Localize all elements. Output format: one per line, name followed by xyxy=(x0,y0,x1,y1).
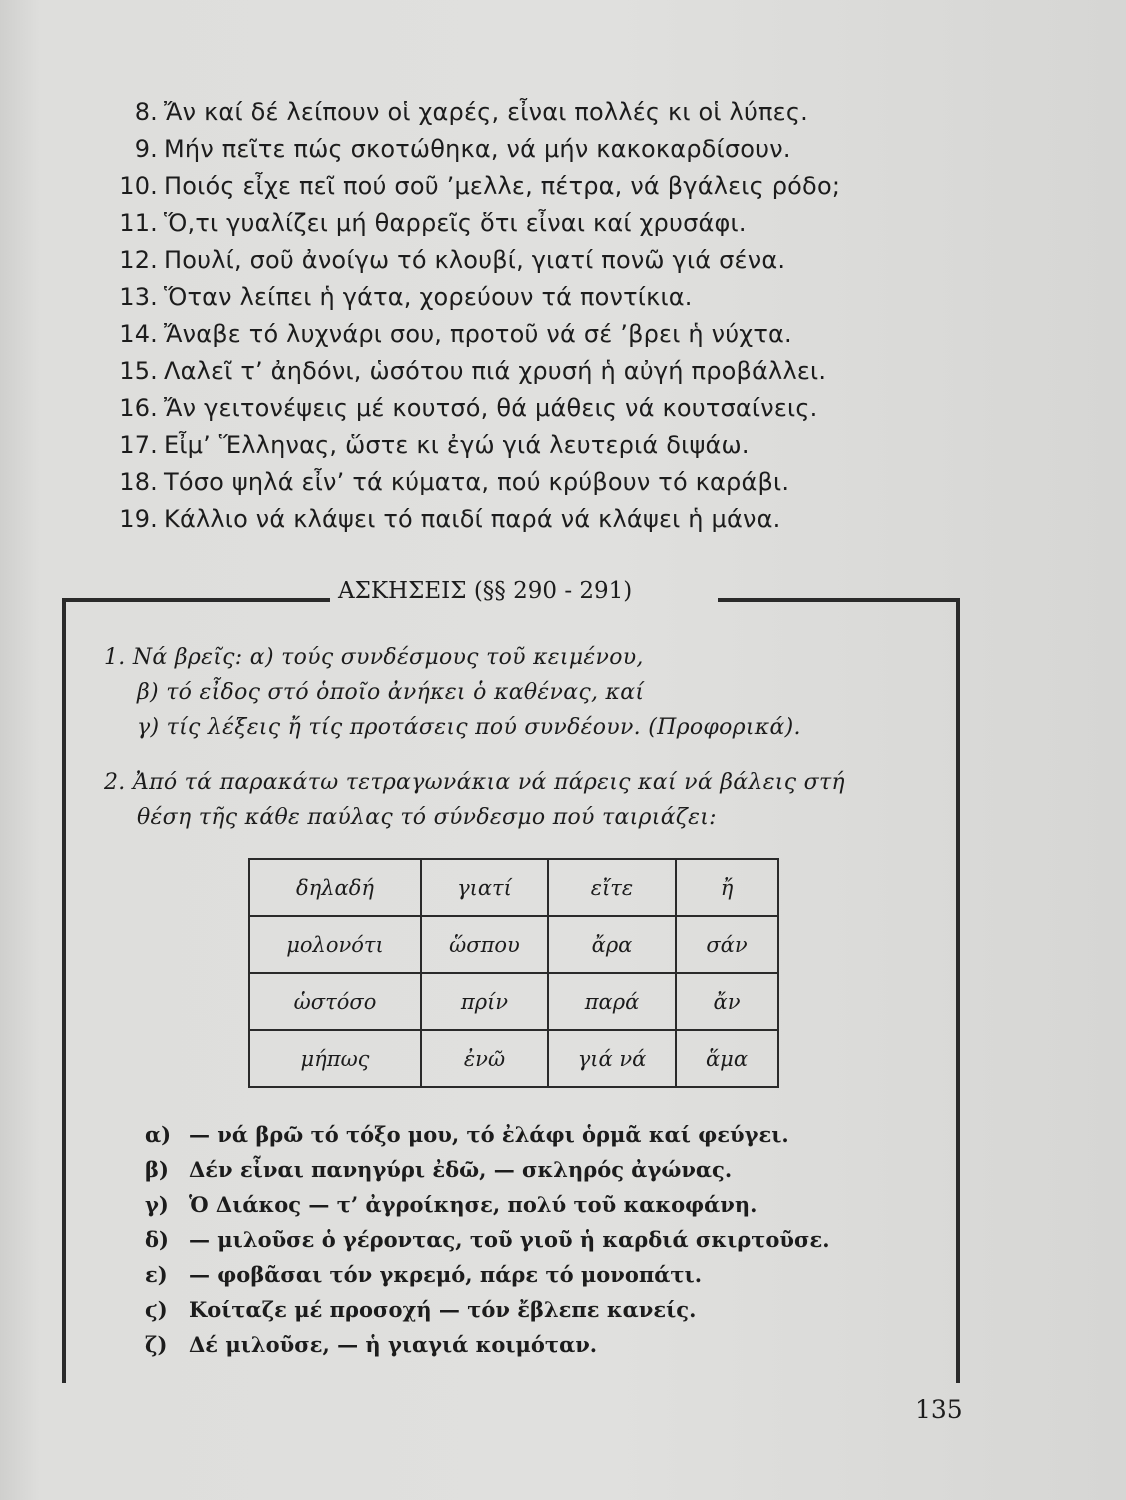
proverb-item xyxy=(100,394,817,430)
proverb-text: Κάλλιο νά κλάψει τό παιδί παρά νά κλάψει ἡ μάνα. xyxy=(164,505,781,533)
exercise-2-line-2: θέση τῆς κάθε παύλας τό σύνδεσμο πού ταιριάζει: xyxy=(137,805,717,830)
page-number: 135 xyxy=(915,1395,963,1424)
proverb-number: 15. xyxy=(119,357,158,385)
proverb-number: 9. xyxy=(134,135,158,163)
sentence-label: ϛ) xyxy=(145,1297,168,1322)
proverb-number: 11. xyxy=(119,209,158,237)
sentence-text: — νά βρῶ τό τόξο μου, τό ἐλάφι ὁρμᾶ καί φεύγει. xyxy=(189,1122,789,1147)
sentence-label: ζ) xyxy=(145,1332,168,1357)
proverb-item xyxy=(100,283,693,319)
conjunction-grid xyxy=(248,858,779,1088)
proverb-number: 16. xyxy=(119,394,158,422)
proverb-item xyxy=(100,209,747,245)
sentence-text: Κοίταζε μέ προσοχή — τόν ἔβλεπε κανείς. xyxy=(189,1297,697,1322)
sentence-text: Δέν εἶναι πανηγύρι ἐδῶ, — σκληρός ἀγώνας. xyxy=(189,1157,733,1182)
sentence-item xyxy=(145,1192,757,1217)
proverb-text: Εἶμ’ Ἕλληνας, ὥστε κι ἐγώ γιά λευτεριά διψάω. xyxy=(164,431,750,459)
grid-cell: ἄρα xyxy=(548,916,676,973)
grid-row xyxy=(249,916,778,973)
proverb-text: Τόσο ψηλά εἶν’ τά κύματα, πού κρύβουν τό καράβι. xyxy=(164,468,790,496)
sentence-label: δ) xyxy=(145,1227,169,1252)
proverb-text: Ἄν καί δέ λείπουν οἱ χαρές, εἶναι πολλές κι οἱ λύπες. xyxy=(164,98,808,126)
grid-cell: γιατί xyxy=(421,859,548,916)
sentence-item xyxy=(145,1297,696,1322)
proverb-item xyxy=(100,98,808,134)
proverb-text: Πουλί, σοῦ ἀνοίγω τό κλουβί, γιατί πονῶ γιά σένα. xyxy=(164,246,786,274)
proverb-item xyxy=(100,505,780,541)
grid-cell: σάν xyxy=(676,916,778,973)
proverb-item xyxy=(100,357,826,393)
grid-cell: ἄν xyxy=(676,973,778,1030)
grid-row xyxy=(249,1030,778,1087)
sentence-item xyxy=(145,1262,702,1287)
sentence-text: — φοβᾶσαι τόν γκρεμό, πάρε τό μονοπάτι. xyxy=(189,1262,703,1287)
grid-cell: ἐνῶ xyxy=(421,1030,548,1087)
sentence-text: — μιλοῦσε ὁ γέροντας, τοῦ γιοῦ ἡ καρδιά σκιρτοῦσε. xyxy=(189,1227,830,1252)
grid-cell: εἴτε xyxy=(548,859,676,916)
sentence-item xyxy=(145,1227,830,1252)
proverb-item xyxy=(100,246,785,282)
exercise-2-line-1: 2. Ἀπό τά παρακάτω τετραγωνάκια νά πάρεις καί νά βάλεις στή xyxy=(104,770,845,795)
proverb-item xyxy=(100,172,840,208)
grid-cell: δηλαδή xyxy=(249,859,421,916)
grid-cell: γιά νά xyxy=(548,1030,676,1087)
proverb-text: Ἄναβε τό λυχνάρι σου, προτοῦ νά σέ ’βρει ἡ νύχτα. xyxy=(164,320,792,348)
proverb-number: 19. xyxy=(119,505,158,533)
sentence-label: β) xyxy=(145,1157,169,1182)
exercise-1-line-2: β) τό εἶδος στό ὁποῖο ἀνήκει ὁ καθένας, καί xyxy=(137,680,645,705)
proverb-number: 14. xyxy=(119,320,158,348)
exercise-1-line-3: γ) τίς λέξεις ἤ τίς προτάσεις πού συνδέουν. (Προφορικά). xyxy=(137,715,801,740)
proverb-item xyxy=(100,320,792,356)
proverb-item xyxy=(100,431,750,467)
sentence-item xyxy=(145,1332,597,1357)
proverb-number: 10. xyxy=(119,172,158,200)
proverb-text: Ἄν γειτονέψεις μέ κουτσό, θά μάθεις νά κουτσαίνεις. xyxy=(164,394,818,422)
sentence-label: ε) xyxy=(145,1262,168,1287)
sentence-item xyxy=(145,1157,732,1182)
proverb-text: Ὅ,τι γυαλίζει μή θαρρεῖς ὅτι εἶναι καί χρυσάφι. xyxy=(164,209,747,237)
sentence-label: α) xyxy=(145,1122,172,1147)
grid-cell: πρίν xyxy=(421,973,548,1030)
sentence-label: γ) xyxy=(145,1192,169,1217)
proverb-text: Λαλεῖ τ’ ἀηδόνι, ὡσότου πιά χρυσή ἡ αὐγή προβάλλει. xyxy=(164,357,827,385)
grid-cell: ἅμα xyxy=(676,1030,778,1087)
grid-cell: ὥσπου xyxy=(421,916,548,973)
grid-cell: μολονότι xyxy=(249,916,421,973)
grid-row xyxy=(249,859,778,916)
sentence-text: Δέ μιλοῦσε, — ἡ γιαγιά κοιμόταν. xyxy=(189,1332,598,1357)
proverb-number: 18. xyxy=(119,468,158,496)
proverb-text: Μήν πεῖτε πώς σκοτώθηκα, νά μήν κακοκαρδίσουν. xyxy=(164,135,791,163)
exercises-heading: ΑΣΚΗΣΕΙΣ (§§ 290 - 291) xyxy=(338,578,633,604)
proverb-item xyxy=(100,135,791,171)
sentence-item xyxy=(145,1122,789,1147)
proverb-item xyxy=(100,468,789,504)
proverb-number: 17. xyxy=(119,431,158,459)
grid-cell: μήπως xyxy=(249,1030,421,1087)
grid-cell: ἤ xyxy=(676,859,778,916)
proverb-number: 8. xyxy=(134,98,158,126)
proverb-number: 12. xyxy=(119,246,158,274)
exercise-1-line-1: 1. Νά βρεῖς: α) τούς συνδέσμους τοῦ κειμένου, xyxy=(104,645,644,670)
proverb-number: 13. xyxy=(119,283,158,311)
proverb-text: Ποιός εἶχε πεῖ πού σοῦ ’μελλε, πέτρα, νά βγάλεις ρόδο; xyxy=(164,172,841,200)
proverb-text: Ὅταν λείπει ἡ γάτα, χορεύουν τά ποντίκια. xyxy=(164,283,693,311)
sentence-text: Ὁ Διάκος — τ’ ἀγροίκησε, πολύ τοῦ κακοφάνη. xyxy=(189,1192,758,1217)
grid-cell: παρά xyxy=(548,973,676,1030)
grid-cell: ὡστόσο xyxy=(249,973,421,1030)
grid-row xyxy=(249,973,778,1030)
